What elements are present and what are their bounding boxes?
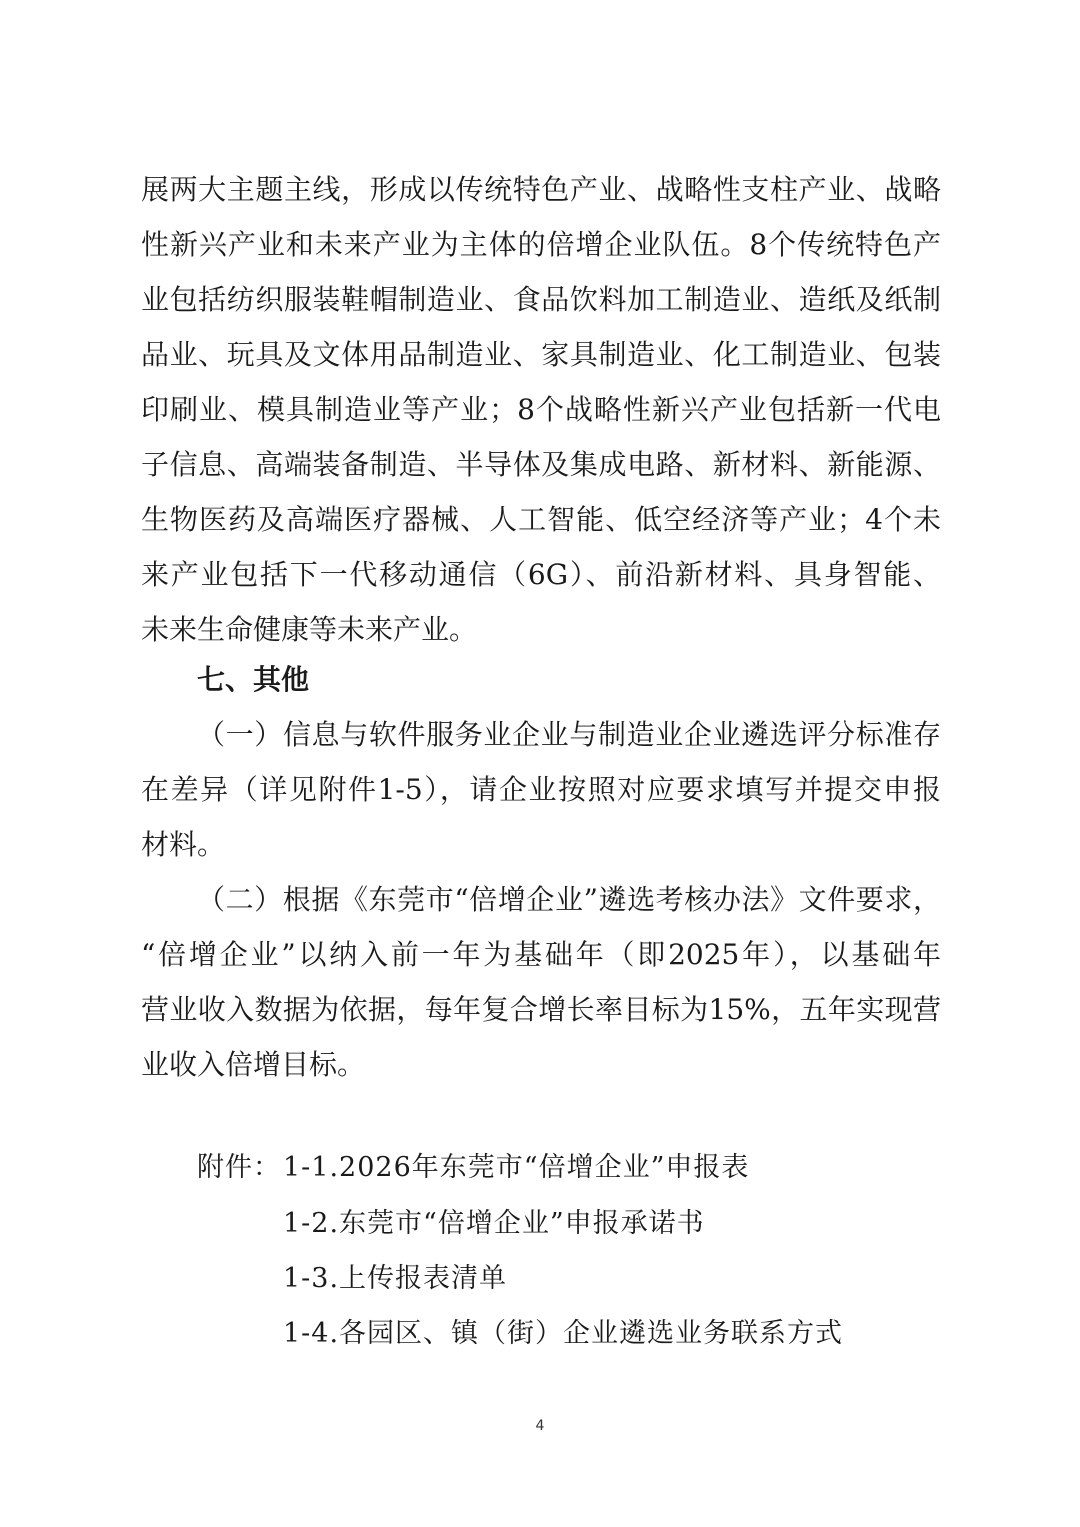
paragraph-line: （一）信息与软件服务业企业与制造业企业遴选评分标准存 bbox=[197, 718, 941, 751]
paragraph-line: （二）根据《东莞市“倍增企业”遴选考核办法》文件要求， bbox=[197, 883, 941, 916]
paragraph-line: 营业收入数据为依据，每年复合增长率目标为15%，五年实现营 bbox=[141, 993, 941, 1026]
paragraph-line: 在差异（详见附件1-5），请企业按照对应要求填写并提交申报 bbox=[141, 773, 941, 806]
paragraph-line: 未来生命健康等未来产业。 bbox=[141, 613, 478, 646]
page-number: 4 bbox=[535, 1418, 545, 1434]
paragraph-line: 展两大主题主线，形成以传统特色产业、战略性支柱产业、战略 bbox=[141, 173, 941, 206]
paragraph-line: 品业、玩具及文体用品制造业、家具制造业、化工制造业、包装 bbox=[141, 338, 941, 371]
paragraph-line: 子信息、高端装备制造、半导体及集成电路、新材料、新能源、 bbox=[141, 448, 941, 481]
attachment-item: 1-3.上传报表清单 bbox=[283, 1263, 508, 1294]
paragraph-line: 业包括纺织服装鞋帽制造业、食品饮料加工制造业、造纸及纸制 bbox=[141, 283, 941, 316]
attachments-prefix: 附件： bbox=[197, 1152, 281, 1183]
attachment-item: 1-2.东莞市“倍增企业”申报承诺书 bbox=[283, 1208, 705, 1239]
paragraph-line: 材料。 bbox=[141, 828, 226, 861]
paragraph-line: 生物医药及高端医疗器械、人工智能、低空经济等产业；4个未 bbox=[141, 503, 941, 536]
attachment-item: 1-1.2026年东莞市“倍增企业”申报表 bbox=[283, 1152, 750, 1183]
paragraph-line: 印刷业、模具制造业等产业；8个战略性新兴产业包括新一代电 bbox=[141, 393, 941, 426]
paragraph-line: 业收入倍增目标。 bbox=[141, 1048, 366, 1081]
section-heading: 七、其他 bbox=[197, 663, 310, 696]
paragraph-line: “倍增企业”以纳入前一年为基础年（即2025年），以基础年 bbox=[141, 938, 941, 971]
paragraph-line: 来产业包括下一代移动通信（6G）、前沿新材料、具身智能、 bbox=[141, 558, 941, 591]
paragraph-line: 性新兴产业和未来产业为主体的倍增企业队伍。8个传统特色产 bbox=[141, 228, 941, 261]
attachment-item: 1-4.各园区、镇（街）企业遴选业务联系方式 bbox=[283, 1318, 844, 1349]
